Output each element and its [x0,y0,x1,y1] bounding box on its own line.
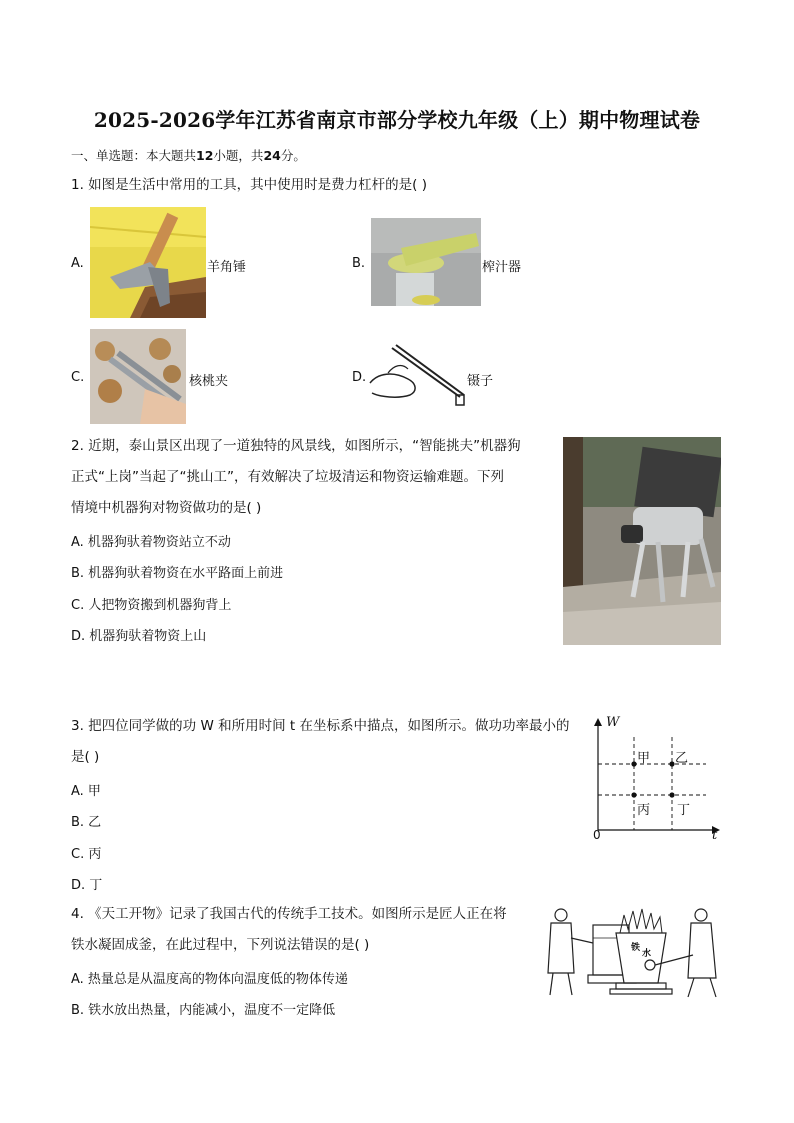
q3-option-b: B. 乙 [71,815,102,830]
q4-line-1: 4. 《天工开物》记录了我国古代的传统手工技术。如图所示是匠人正在将 [71,906,507,922]
q1-option-a-letter: A. [71,256,84,271]
point-bing [631,792,636,797]
q3-option-d: D. 丁 [71,878,103,893]
nutcracker-image [90,329,186,424]
juicer-image [371,218,481,306]
work-time-graph [588,715,723,845]
q2-option-a: A. 机器狗驮着物资站立不动 [71,535,231,550]
craftsman-illustration [538,903,724,1003]
point-ding [669,792,674,797]
q2-line-1: 2. 近期，泰山景区出现了一道独特的风景线，如图所示，“智能挑夫”机器狗 [71,438,521,454]
q2-line-2: 正式“上岗”当起了“挑山工”，有效解决了垃圾清运和物资运输难题。下列 [71,469,504,485]
q4-option-a: A. 热量总是从温度高的物体向温度低的物体传递 [71,972,348,987]
section-heading [71,146,306,164]
q1-option-c-letter: C. [71,370,85,385]
w-axis-label: W [606,715,620,730]
figure-label-iron: 铁 [631,943,641,953]
label-yi: 乙 [675,751,689,766]
label-bing: 丙 [637,803,651,818]
q1-option-a-label: 羊角锤 [207,260,247,275]
q1-option-c-label: 核桃夹 [189,374,229,389]
q1-option-b-letter: B. [352,256,366,271]
q1-stem: 1. 如图是生活中常用的工具，其中使用时是费力杠杆的是( ) [71,177,427,193]
label-jia: 甲 [637,751,651,766]
section-count: 12 [196,148,214,163]
label-ding: 丁 [677,803,691,818]
origin-label: 0 [593,828,601,842]
q2-line-3: 情境中机器狗对物资做功的是( ) [71,500,262,516]
tweezers-image [368,343,472,409]
w-axis-arrow [594,718,602,726]
q2-option-d: D. 机器狗驮着物资上山 [71,629,207,644]
robot-dog-photo [563,437,721,645]
q3-option-c: C. 丙 [71,847,102,862]
page-title: 2025-2026学年江苏省南京市部分学校九年级（上）期中物理试卷 [93,108,701,132]
hammer-image [90,207,206,318]
section-score: 24 [263,148,281,163]
q2-option-c: C. 人把物资搬到机器狗背上 [71,598,232,613]
figure-label-water: 水 [642,949,652,959]
q3-line-2: 是( ) [71,749,100,765]
q2-option-b: B. 机器狗驮着物资在水平路面上前进 [71,566,284,581]
q1-option-d-letter: D. [352,370,367,385]
section-mid: 小题，共 [213,148,264,163]
section-suffix: 分。 [280,148,306,163]
point-jia [631,761,636,766]
q3-line-1: 3. 把四位同学做的功 W 和所用时间 t 在坐标系中描点，如图所示。做功功率最小的 [71,718,570,734]
t-axis-label: t [712,828,718,843]
q1-option-b-label: 榨汁器 [482,260,522,275]
q3-option-a: A. 甲 [71,784,101,799]
q4-line-2: 铁水凝固成釜，在此过程中，下列说法错误的是( ) [71,937,370,953]
q1-option-d-label: 镊子 [467,374,494,389]
point-yi [669,761,674,766]
q4-option-b: B. 铁水放出热量，内能减小，温度不一定降低 [71,1003,336,1018]
section-prefix: 一、单选题：本大题共 [71,148,197,163]
